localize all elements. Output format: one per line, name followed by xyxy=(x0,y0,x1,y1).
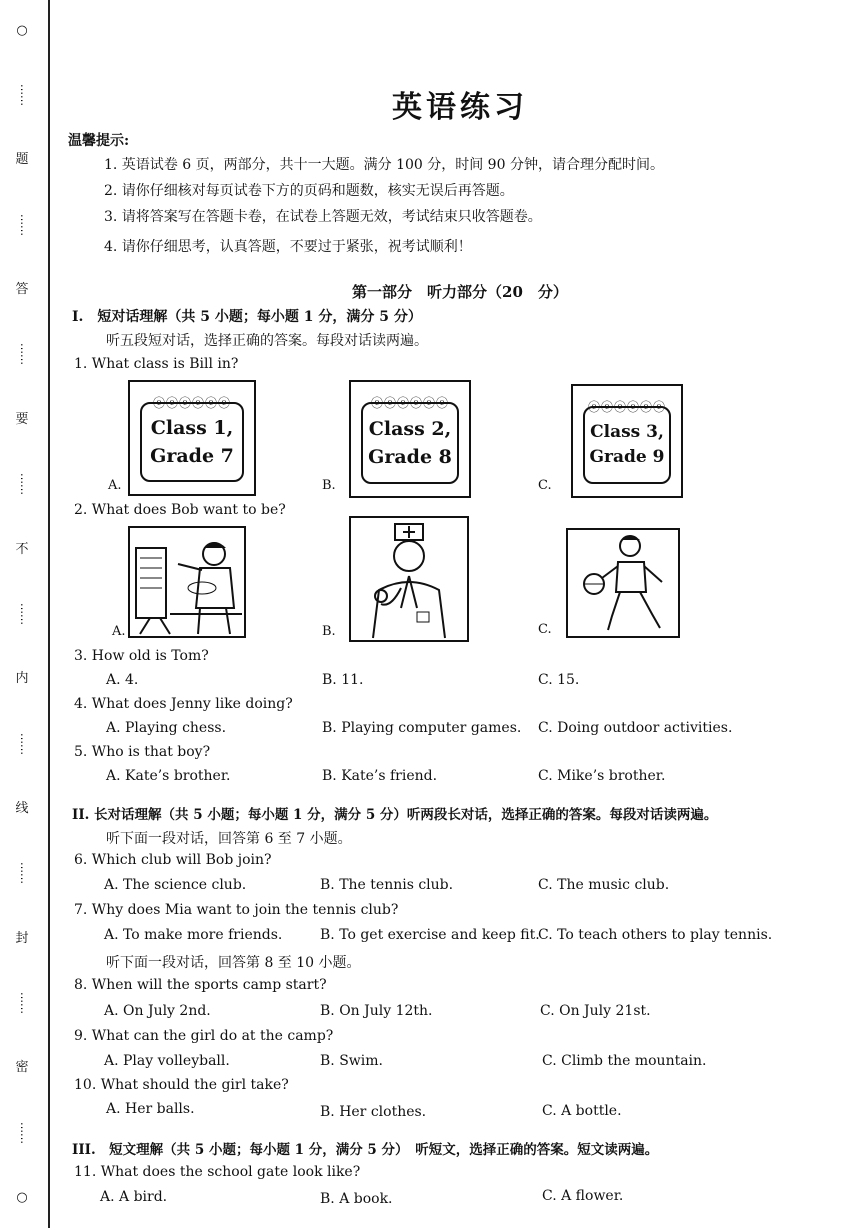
q5-option-b: B. Kate’s friend. xyxy=(322,768,438,784)
margin-char: ○ xyxy=(16,22,28,38)
dotted-line: ⋯⋯ xyxy=(15,862,29,885)
q6-option-c: C. The music club. xyxy=(538,877,670,893)
margin-char: 密 xyxy=(15,1060,29,1076)
page-title: 英语练习 xyxy=(392,90,528,125)
q9-option-b: B. Swim. xyxy=(320,1053,383,1069)
margin-char: 要 xyxy=(15,411,29,427)
margin-char: 内 xyxy=(15,671,29,687)
q1-option-c-calendar xyxy=(571,384,683,498)
q1-option-a-calendar xyxy=(128,380,256,496)
q5-option-a: A. Kate’s brother. xyxy=(106,768,231,784)
q3-option-a: A. 4. xyxy=(106,672,139,688)
q7-option-a: A. To make more friends. xyxy=(104,927,283,943)
q2-option-c-label: C. xyxy=(538,622,552,637)
q4-option-b: B. Playing computer games. xyxy=(322,720,522,736)
dotted-line: ⋯⋯ xyxy=(15,732,29,755)
q1-option-b-calendar xyxy=(349,380,471,498)
q9-option-c: C. Climb the mountain. xyxy=(542,1053,707,1069)
painter-icon xyxy=(130,528,244,636)
q1-option-c-label: C. xyxy=(538,478,552,493)
margin-char: ○ xyxy=(16,1190,28,1206)
part-one-title: 第一部分 听力部分（20 分） xyxy=(352,283,568,301)
calendar-rings-icon: ⓔⓔⓔⓔⓔⓔ xyxy=(370,396,449,410)
q11-option-b: B. A book. xyxy=(320,1191,393,1207)
dotted-line: ⋯⋯ xyxy=(15,1121,29,1144)
q11-option-c: C. A flower. xyxy=(542,1188,624,1204)
section-three-heading: III. 短文理解（共 5 小题；每小题 1 分，满分 5 分） 听短文，选择正确的答案。短文读两遍。 xyxy=(72,1142,659,1158)
calendar-rings-icon: ⓔⓔⓔⓔⓔⓔ xyxy=(152,396,231,410)
binding-margin xyxy=(0,0,40,1228)
section-two-sub2: 听下面一段对话，回答第 8 至 10 小题。 xyxy=(106,955,361,971)
calendar-card xyxy=(583,406,671,484)
painter-picture xyxy=(128,526,246,638)
calendar-grade: Grade 8 xyxy=(368,446,452,468)
question-3-stem: 3. How old is Tom? xyxy=(74,648,209,664)
basketball-player-picture xyxy=(566,528,680,638)
section-one-heading: I. 短对话理解（共 5 小题；每小题 1 分，满分 5 分） xyxy=(72,309,422,325)
q11-option-a: A. A bird. xyxy=(100,1189,168,1205)
doctor-icon xyxy=(351,518,467,640)
q8-option-c: C. On July 21st. xyxy=(540,1003,651,1019)
tip-item: 3. 请将答案写在答题卡卷，在试卷上答题无效，考试结束只收答题卷。 xyxy=(104,209,542,225)
q10-option-b: B. Her clothes. xyxy=(320,1104,427,1120)
seal-line-text xyxy=(12,0,32,1228)
dotted-line: ⋯⋯ xyxy=(15,84,29,107)
margin-char: 封 xyxy=(15,930,29,946)
question-2-stem: 2. What does Bob want to be? xyxy=(74,502,286,518)
binding-line xyxy=(48,0,50,1228)
question-7-stem: 7. Why does Mia want to join the tennis club? xyxy=(74,902,399,918)
dotted-line: ⋯⋯ xyxy=(15,602,29,625)
calendar-class: Class 1, xyxy=(150,416,234,439)
q10-option-a: A. Her balls. xyxy=(106,1101,195,1117)
calendar-class: Class 2, xyxy=(368,417,452,440)
dotted-line: ⋯⋯ xyxy=(15,343,29,366)
question-8-stem: 8. When will the sports camp start? xyxy=(74,977,327,993)
q2-option-a-label: A. xyxy=(112,624,126,639)
exam-page xyxy=(60,0,860,1228)
q7-option-b: B. To get exercise and keep fit. xyxy=(320,927,540,943)
calendar-class: Class 3, xyxy=(590,421,664,442)
margin-char: 题 xyxy=(15,152,29,168)
q3-option-b: B. 11. xyxy=(322,672,364,688)
q7-option-c: C. To teach others to play tennis. xyxy=(538,927,773,943)
dotted-line: ⋯⋯ xyxy=(15,473,29,496)
q2-option-b-label: B. xyxy=(322,624,336,639)
section-two-heading: II. 长对话理解（共 5 小题；每小题 1 分，满分 5 分）听两段长对话，选择正确的答案。每段对话读两遍。 xyxy=(72,807,718,823)
calendar-card xyxy=(361,402,459,484)
question-11-stem: 11. What does the school gate look like? xyxy=(74,1164,361,1180)
calendar-grade: Grade 7 xyxy=(150,445,234,467)
margin-char: 线 xyxy=(15,800,29,816)
question-10-stem: 10. What should the girl take? xyxy=(74,1077,289,1093)
q1-option-b-label: B. xyxy=(322,478,336,493)
q1-option-a-label: A. xyxy=(108,478,122,493)
question-4-stem: 4. What does Jenny like doing? xyxy=(74,696,293,712)
q6-option-a: A. The science club. xyxy=(104,877,247,893)
tip-item: 4. 请你仔细思考，认真答题，不要过于紧张，祝考试顺利！ xyxy=(104,239,472,255)
dotted-line: ⋯⋯ xyxy=(15,213,29,236)
section-two-sub1: 听下面一段对话，回答第 6 至 7 小题。 xyxy=(106,831,352,847)
calendar-card xyxy=(140,402,244,482)
q8-option-b: B. On July 12th. xyxy=(320,1003,433,1019)
question-6-stem: 6. Which club will Bob join? xyxy=(74,852,272,868)
tip-item: 1. 英语试卷 6 页，两部分，共十一大题。满分 100 分，时间 90 分钟，请合理分配时间。 xyxy=(104,157,664,173)
dotted-line: ⋯⋯ xyxy=(15,992,29,1015)
q9-option-a: A. Play volleyball. xyxy=(104,1053,230,1069)
question-1-stem: 1. What class is Bill in? xyxy=(74,356,239,372)
margin-char: 答 xyxy=(15,282,29,298)
q3-option-c: C. 15. xyxy=(538,672,580,688)
q8-option-a: A. On July 2nd. xyxy=(104,1003,211,1019)
question-9-stem: 9. What can the girl do at the camp? xyxy=(74,1028,334,1044)
calendar-rings-icon: ⓔⓔⓔⓔⓔⓔ xyxy=(587,400,666,414)
doctor-picture xyxy=(349,516,469,642)
q10-option-c: C. A bottle. xyxy=(542,1103,622,1119)
q5-option-c: C. Mike’s brother. xyxy=(538,768,666,784)
q4-option-c: C. Doing outdoor activities. xyxy=(538,720,733,736)
tips-heading: 温馨提示: xyxy=(68,133,130,149)
basketball-player-icon xyxy=(568,530,678,636)
margin-char: 不 xyxy=(15,541,29,557)
q6-option-b: B. The tennis club. xyxy=(320,877,454,893)
calendar-grade: Grade 9 xyxy=(589,447,665,467)
tip-item: 2. 请你仔细核对每页试卷下方的页码和题数，核实无误后再答题。 xyxy=(104,183,514,199)
q4-option-a: A. Playing chess. xyxy=(106,720,227,736)
question-5-stem: 5. Who is that boy? xyxy=(74,744,211,760)
section-one-instruction: 听五段短对话，选择正确的答案。每段对话读两遍。 xyxy=(106,333,428,349)
